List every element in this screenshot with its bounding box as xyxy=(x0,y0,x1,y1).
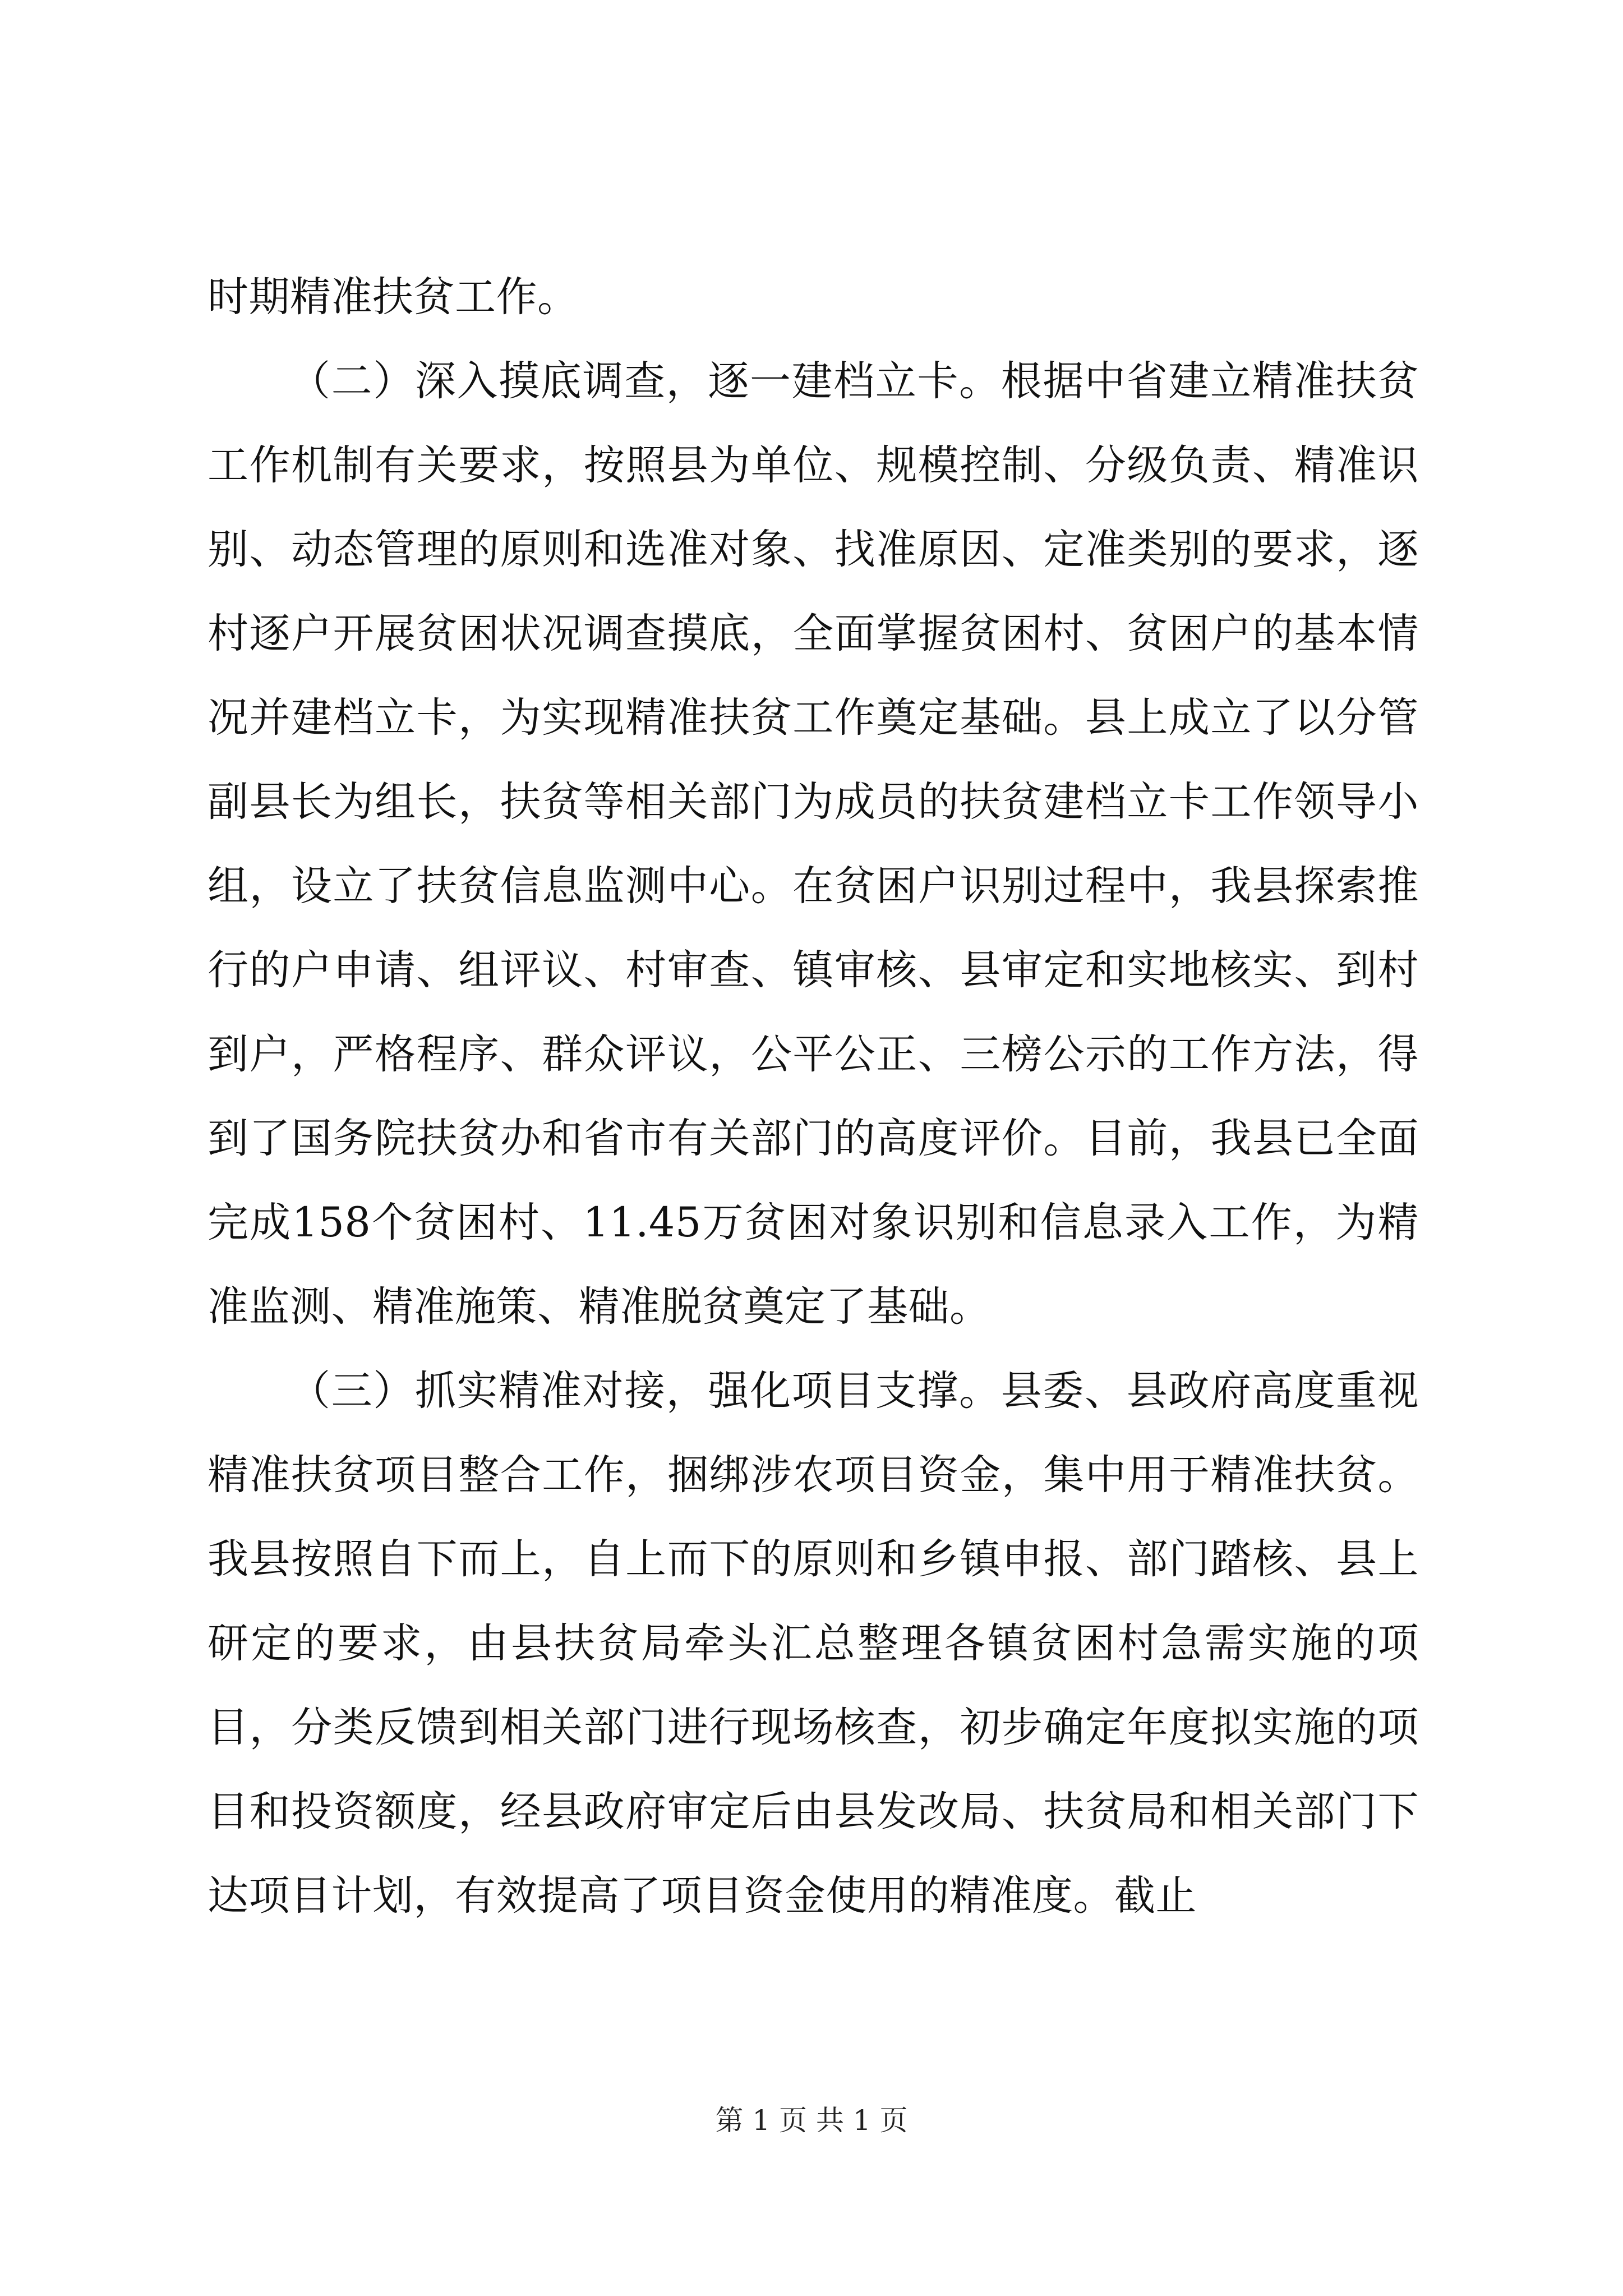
paragraph-section-2: （二）深入摸底调查，逐一建档立卡。根据中省建立精准扶贫工作机制有关要求，按照县为单位、规模控制、分级负责、精准识别、动态管理的原则和选准对象、找准原因、定准类别的要求，逐村逐户开展贫困状况调查摸底，全面掌握贫困村、贫困户的基本情况并建档立卡，为实现精准扶贫工作奠定基础。县上成立了以分管副县长为组长，扶贫等相关部门为成员的扶贫建档立卡工作领导小组，设立了扶贫信息监测中心。在贫困户识别过程中，我县探索推行的户申请、组评议、村审查、镇审核、县审定和实地核实、到村到户，严格程序、群众评议，公平公正、三榜公示的工作方法，得到了国务院扶贫办和省市有关部门的高度评价。目前，我县已全面完成158个贫困村、11.45万贫困对象识别和信息录入工作，为精准监测、精准施策、精准脱贫奠定了基础。 xyxy=(208,357,1419,1331)
paragraph-continuation: 时期精准扶贫工作。 xyxy=(208,273,579,321)
document-body xyxy=(208,255,1419,1938)
paragraph-section-3: （三）抓实精准对接，强化项目支撑。县委、县政府高度重视精准扶贫项目整合工作，捆绑涉农项目资金，集中用于精准扶贫。我县按照自下而上，自上而下的原则和乡镇申报、部门踏核、县上研定的要求，由县扶贫局牵头汇总整理各镇贫困村急需实施的项目，分类反馈到相关部门进行现场核查，初步确定年度拟实施的项目和投资额度，经县政府审定后由县发改局、扶贫局和相关部门下达项目计划，有效提高了项目资金使用的精准度。截止 xyxy=(208,1367,1419,1920)
page-footer: 第 1 页 共 1 页 xyxy=(715,2104,908,2137)
